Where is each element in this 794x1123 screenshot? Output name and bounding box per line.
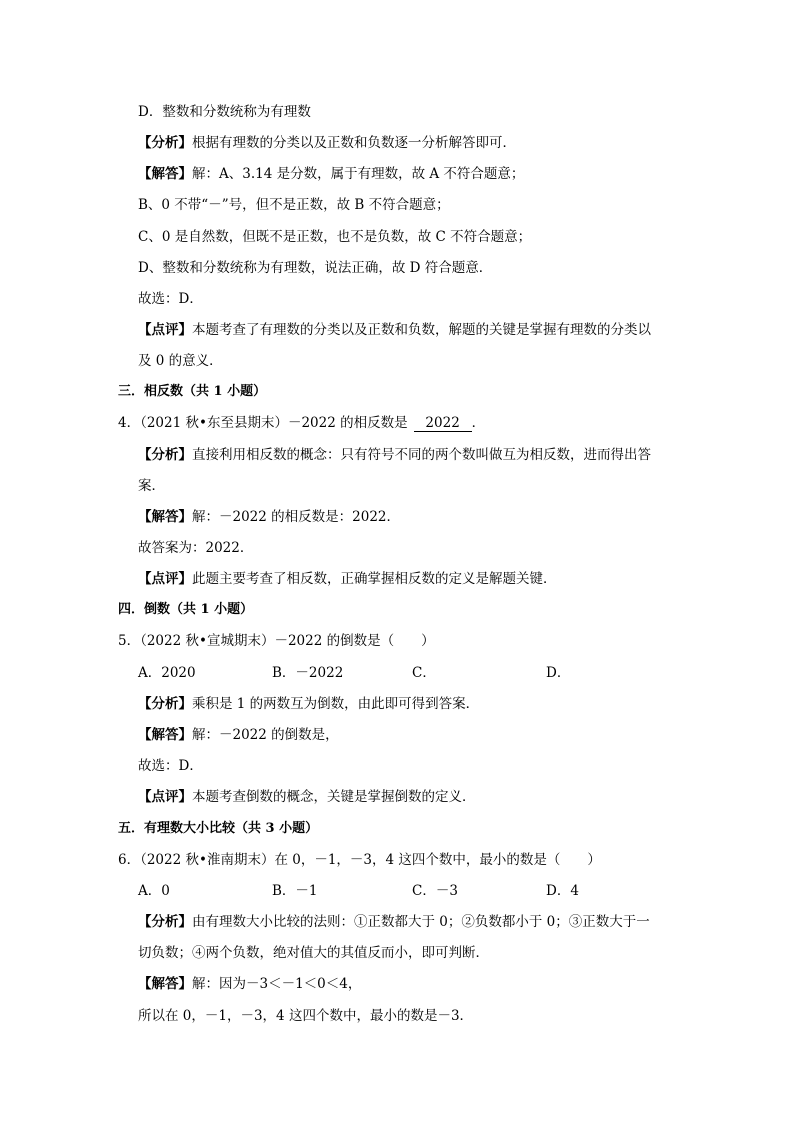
solution-c-line: C、0 是自然数，但既不是正数，也不是负数，故 C 不符合题意；	[138, 229, 532, 245]
q5-option-d: D．	[546, 665, 571, 681]
q4-analysis: 【分析】直接利用相反数的概念：只有符号不同的两个数叫做互为相反数，进而得出答	[138, 447, 651, 463]
q6-option-d: D．4	[546, 883, 579, 899]
q6-analysis: 【分析】由有理数大小比较的法则：①正数都大于 0；②负数都小于 0；③正数大于一	[138, 914, 650, 930]
q5-option-a: A．2020	[138, 665, 196, 681]
solution-line: 【解答】解：A、3.14 是分数，属于有理数，故 A 不符合题意；	[138, 166, 525, 182]
section-title-3: 三．相反数（共 1 小题）	[118, 384, 267, 399]
q4-final: 故答案为：2022．	[138, 540, 254, 556]
comment-line-2: 及 0 的意义．	[138, 353, 223, 369]
q5-option-b: B．－2022	[272, 665, 344, 681]
solution-d-line: D、整数和分数统称为有理数，说法正确，故 D 符合题意．	[138, 260, 493, 276]
q5-solution: 【解答】解：－2022 的倒数是，	[138, 727, 339, 743]
answer-blank: 2022	[414, 415, 472, 432]
section-title-4: 四．倒数（共 1 小题）	[118, 602, 254, 617]
q4-analysis-2: 案．	[138, 478, 165, 494]
question-5-stem: 5．（2022 秋•宣城期末）－2022 的倒数是（ ）	[118, 633, 435, 649]
q5-final: 故选：D．	[138, 758, 203, 774]
q6-option-a: A．0	[138, 883, 170, 899]
solution-b-line: B、0 不带“－”号，但不是正数，故 B 不符合题意；	[138, 197, 450, 213]
section-title-5: 五．有理数大小比较（共 3 小题）	[118, 821, 319, 836]
q5-comment: 【点评】本题考查倒数的概念，关键是掌握倒数的定义．	[138, 789, 476, 805]
q6-final: 所以在 0，－1，－3，4 这四个数中，最小的数是－3．	[138, 1008, 474, 1024]
comment-line: 【点评】本题考查了有理数的分类以及正数和负数，解题的关键是掌握有理数的分类以	[138, 322, 651, 338]
final-answer: 故选：D．	[138, 291, 203, 307]
q6-solution: 【解答】解：因为－3＜－1＜0＜4，	[138, 976, 362, 992]
option-d-text: D．整数和分数统称为有理数	[138, 104, 311, 120]
q4-solution: 【解答】解：－2022 的相反数是：2022．	[138, 509, 401, 525]
analysis-line: 【分析】根据有理数的分类以及正数和负数逐一分析解答即可．	[138, 135, 516, 151]
question-4-stem: 4．（2021 秋•东至县期末）－2022 的相反数是 2022 ．	[118, 415, 486, 431]
q6-option-b: B．－1	[272, 883, 318, 899]
q6-option-c: C．－3	[412, 883, 458, 899]
question-6-stem: 6．（2022 秋•淮南期末）在 0，－1，－3，4 这四个数中，最小的数是（ ）	[118, 852, 601, 868]
q5-option-c: C．	[412, 665, 436, 681]
q5-analysis: 【分析】乘积是 1 的两数互为倒数，由此即可得到答案．	[138, 696, 480, 712]
q4-comment: 【点评】此题主要考查了相反数，正确掌握相反数的定义是解题关键．	[138, 571, 557, 587]
q6-analysis-2: 切负数；④两个负数，绝对值大的其值反而小，即可判断．	[138, 945, 489, 961]
